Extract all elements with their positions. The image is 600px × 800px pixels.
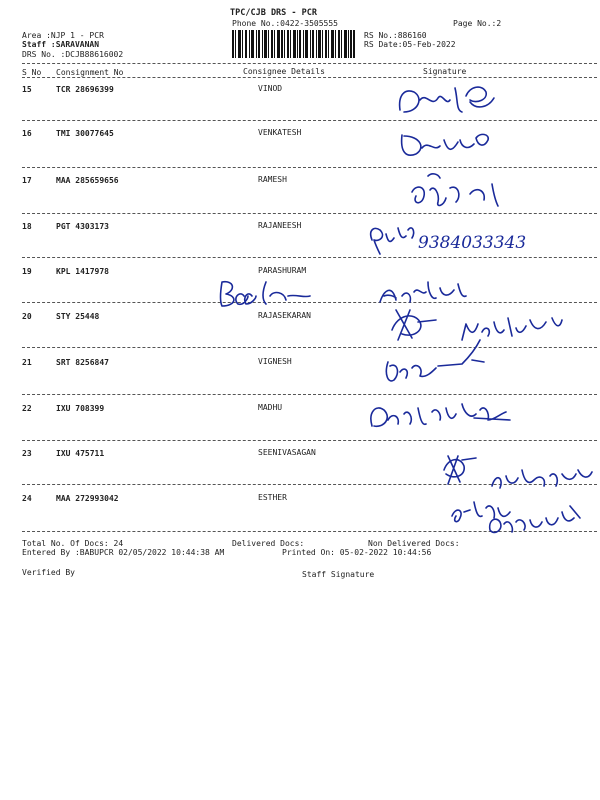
signature-scribble [402, 134, 489, 155]
column-header-consignee: Consignee Details [243, 67, 325, 76]
area-label: Area :NJP 1 - PCR [22, 31, 104, 40]
row-consignment: KPL 1417978 [56, 267, 109, 276]
row-consignee: VINOD [258, 84, 283, 93]
signature-scribble [412, 174, 498, 206]
row-consignment: TCR 28696399 [56, 85, 114, 94]
signature-scribble [386, 340, 484, 381]
row-consignment: TMI 30077645 [56, 129, 114, 138]
document-title: TPC/CJB DRS - PCR [230, 8, 317, 18]
column-header-sno: S No [22, 68, 42, 77]
row-consignment: MAA 272993042 [56, 494, 119, 503]
row-consignment: IXU 708399 [56, 404, 105, 413]
total-docs: Total No. Of Docs: 24 [22, 539, 124, 548]
verified-by: Verified By [22, 568, 75, 577]
signature-scribble [462, 318, 562, 340]
non-delivered-docs: Non Delivered Docs: [368, 539, 460, 548]
row-sno: 21 [22, 358, 32, 367]
row-consignee: RAJASEKARAN [258, 311, 311, 320]
signature-scribble [380, 282, 466, 302]
handwritten-phone-number: 9384033343 [418, 233, 527, 253]
signature-scribble [492, 470, 592, 488]
row-consignee: VIGNESH [258, 357, 292, 366]
row-sno: 15 [22, 85, 32, 94]
row-sno: 23 [22, 449, 32, 458]
row-consignee: RAMESH [258, 175, 287, 184]
row-consignee: RAJANEESH [258, 221, 302, 230]
row-consignment: MAA 285659656 [56, 176, 119, 185]
signature-scribble [452, 502, 510, 522]
column-header-consignment: Consignment No [56, 68, 124, 77]
row-consignee: VENKATESH [258, 128, 302, 137]
row-consignee: SEENIVASAGAN [258, 448, 316, 457]
printed-on: Printed On: 05-02-2022 10:44:56 [282, 548, 432, 557]
rs-date: RS Date:05-Feb-2022 [364, 40, 456, 49]
signature-scribble [490, 506, 580, 532]
row-consignment: SRT 8256847 [56, 358, 109, 367]
row-consignment: STY 25448 [56, 312, 100, 321]
signature-scribble [221, 282, 311, 306]
staff-signature-label: Staff Signature [302, 570, 375, 579]
drs-number: DRS No. :DCJB88616002 [22, 50, 124, 59]
row-sno: 17 [22, 176, 32, 185]
row-consignment: IXU 475711 [56, 449, 105, 458]
row-sno: 20 [22, 312, 32, 321]
signature-scribble [371, 228, 414, 254]
column-header-signature: Signature [423, 67, 467, 76]
rs-number: RS No.:886160 [364, 31, 427, 40]
row-sno: 24 [22, 494, 32, 503]
row-sno: 22 [22, 404, 32, 413]
row-consignment: PGT 4303173 [56, 222, 109, 231]
row-sno: 16 [22, 129, 32, 138]
page-number: Page No.:2 [453, 19, 502, 28]
signature-scribble [400, 87, 494, 112]
row-consignee: PARASHURAM [258, 266, 307, 275]
delivered-docs: Delivered Docs: [232, 539, 305, 548]
row-sno: 19 [22, 267, 32, 276]
staff-label: Staff :SARAVANAN [22, 40, 100, 49]
row-sno: 18 [22, 222, 32, 231]
phone-number: Phone No.:0422-3505555 [232, 19, 338, 28]
signature-scribble [371, 404, 510, 426]
row-consignee: MADHU [258, 403, 283, 412]
entered-by: Entered By :BABUPCR 02/05/2022 10:44:38 AM [22, 548, 225, 557]
row-consignee: ESTHER [258, 493, 287, 502]
signature-scribble [444, 456, 476, 484]
signature-scribble [392, 310, 436, 340]
